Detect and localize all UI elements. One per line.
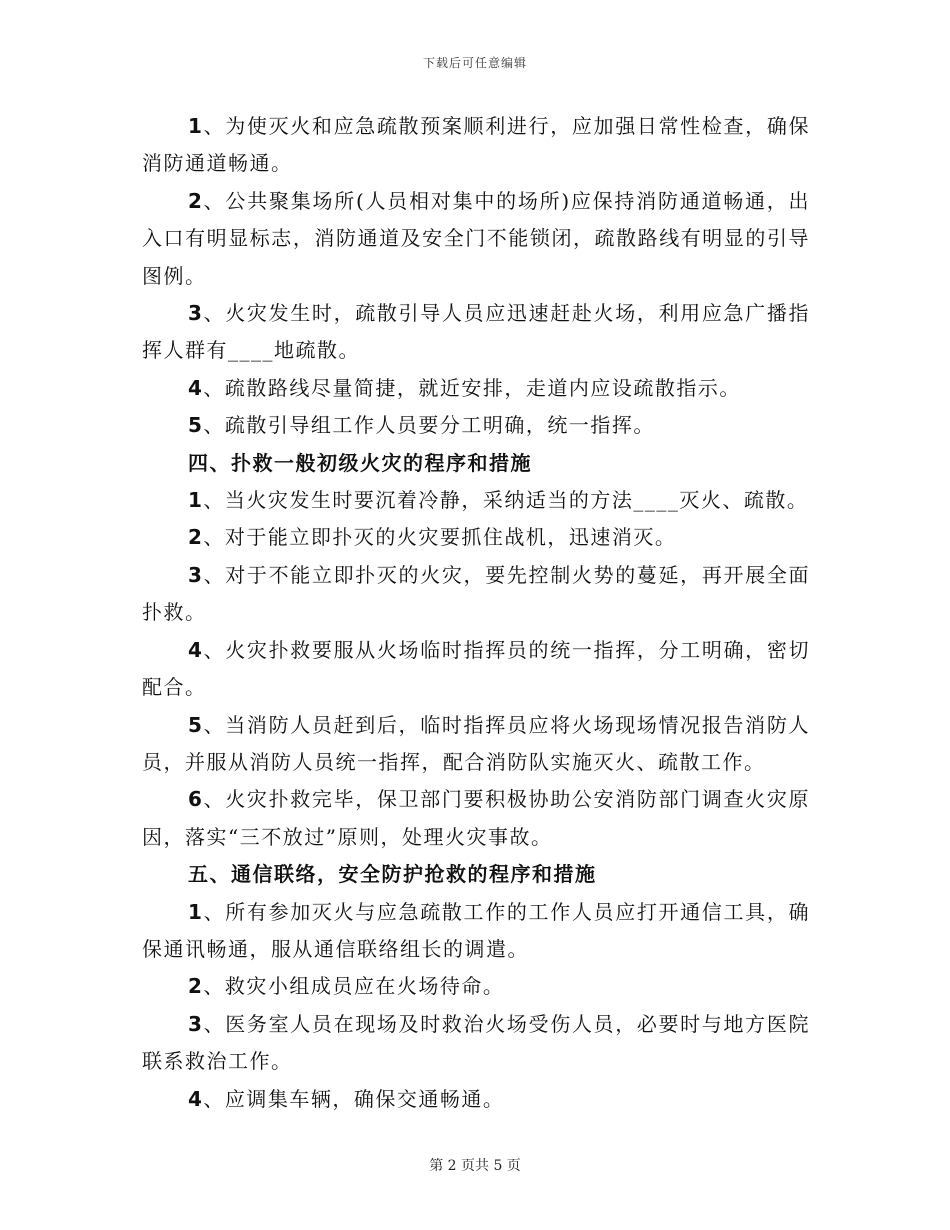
paragraph: 5、当消防人员赶到后，临时指挥员应将火场现场情况报告消防人员，并服从消防人员统一指挥，配合消防队实施灭火、疏散工作。 [142,712,810,774]
section-heading: 四、扑救一般初级火灾的程序和措施 [188,450,532,475]
paragraph: 1、当火灾发生时要沉着冷静，采纳适当的方法____灭火、疏散。 [188,488,809,513]
paragraph: 5、疏散引导组工作人员要分工明确，统一指挥。 [188,413,655,438]
section-heading: 五、通信联络，安全防护抢救的程序和措施 [188,862,597,887]
paragraph: 3、对于不能立即扑灭的火灾，要先控制火势的蔓延，再开展全面扑救。 [142,562,810,625]
page-footer: 第 2 页共 5 页 [429,1158,521,1174]
paragraph: 1、为使灭火和应急疏散预案顺利进行，应加强日常性检查，确保消防通道畅通。 [142,114,810,176]
paragraph: 3、火灾发生时，疏散引导人员应迅速赶赴火场，利用应急广播指挥人群有____地疏散。 [142,301,810,363]
paragraph: 2、对于能立即扑灭的火灾要抓住战机，迅速消灭。 [188,525,677,550]
paragraph: 4、疏散路线尽量简捷，就近安排，走道内应设疏散指示。 [188,375,741,400]
paragraph: 2、救灾小组成员应在火场待命。 [188,974,505,999]
paragraph: 3、医务室人员在现场及时救治火场受伤人员，必要时与地方医院联系救治工作。 [142,1011,810,1074]
paragraph: 4、应调集车辆，确保交通畅通。 [188,1086,505,1111]
paragraph: 1、所有参加灭火与应急疏散工作的工作人员应打开通信工具，确保通讯畅通，服从通信联络组长的调遣。 [142,899,810,961]
paragraph: 4、火灾扑救要服从火场临时指挥员的统一指挥，分工明确，密切配合。 [142,637,810,700]
paragraph: 2、公共聚集场所(人员相对集中的场所)应保持消防通道畅通，出入口有明显标志，消防通道及安全门不能锁闭，疏散路线有明显的引导图例。 [142,188,810,288]
document-body [142,108,810,1118]
paragraph: 6、火灾扑救完毕，保卫部门要积极协助公安消防部门调查火灾原因，落实“三不放过”原则，处理火灾事故。 [142,787,810,849]
page-header: 下载后可任意编辑 [422,56,527,70]
